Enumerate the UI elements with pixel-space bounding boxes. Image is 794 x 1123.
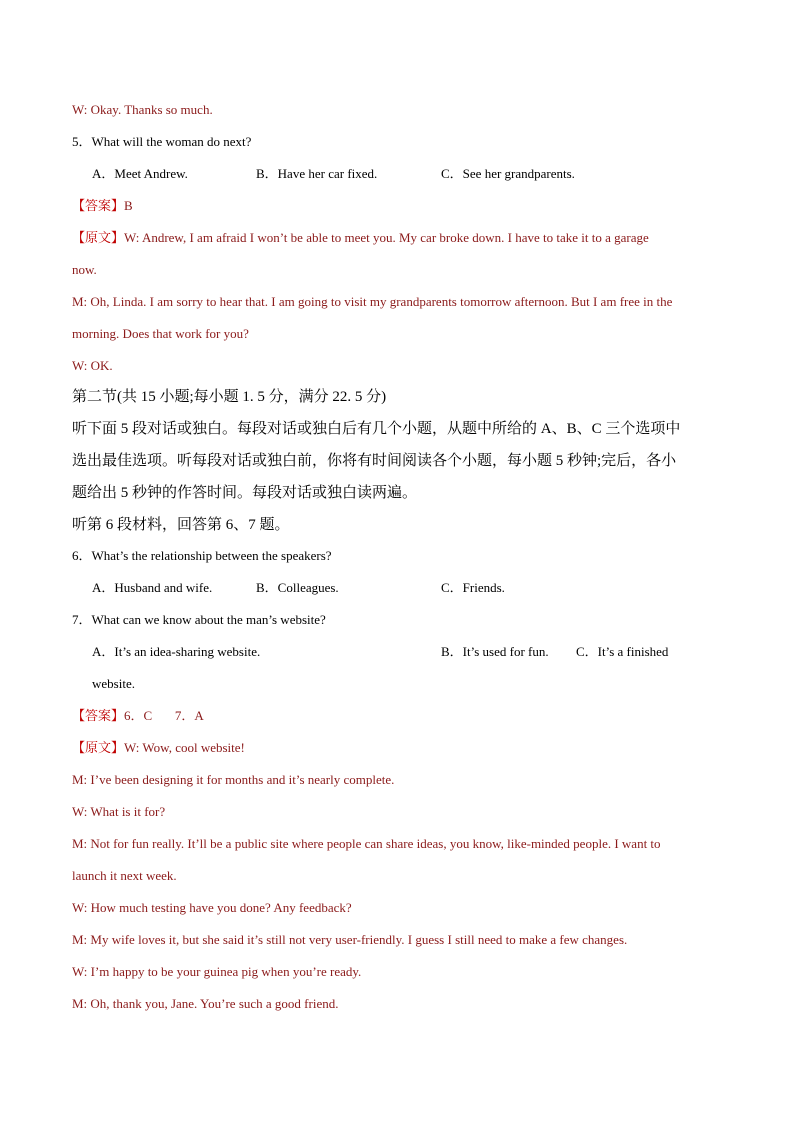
- dialogue-line: W: Okay. Thanks so much.: [72, 102, 213, 117]
- q6-option-b: B．Colleagues.: [256, 580, 339, 595]
- transcript-6-line-8: W: I’m happy to be your guinea pig when you’re ready.: [72, 964, 362, 979]
- q7-option-c-continued: website.: [92, 676, 135, 691]
- answer-5: [72, 197, 722, 215]
- transcript-6-line-2: M: I’ve been designing it for months and it’s nearly complete.: [72, 772, 395, 787]
- q5-option-b: B．Have her car fixed.: [256, 166, 378, 181]
- q5-option-a: A．Meet Andrew.: [92, 166, 188, 181]
- q7-option-b: B．It’s used for fun.: [441, 644, 549, 659]
- section-instruction-3: 题给出 5 秒钟的作答时间。每段对话或独白读两遍。: [72, 485, 418, 501]
- transcript-6-line-7: M: My wife loves it, but she said it’s still not very user-friendly. I guess I still need to make a few changes.: [72, 932, 628, 947]
- question-7: 7．What can we know about the man’s website?: [72, 612, 326, 627]
- q7-option-c: C．It’s a finished: [576, 644, 669, 659]
- q7-option-a: A．It’s an idea-sharing website.: [92, 644, 261, 659]
- answer-tag: 【答案】: [72, 708, 125, 723]
- transcript-6-line-5: launch it next week.: [72, 868, 177, 883]
- section-instruction-1: 听下面 5 段对话或独白。每段对话或独白后有几个小题，从题中所给的 A、B、C 三个选项中: [72, 421, 681, 437]
- section-heading: 第二节(共 15 小题;每小题 1. 5 分，满分 22. 5 分): [72, 389, 387, 405]
- transcript-6-line-9: M: Oh, thank you, Jane. You’re such a good friend.: [72, 996, 339, 1011]
- answer-value: 6．C 7．A: [124, 708, 204, 723]
- transcript-5-line-5: W: OK.: [72, 358, 113, 373]
- q6-option-a: A．Husband and wife.: [92, 580, 213, 595]
- transcript-6-line-6: W: How much testing have you done? Any feedback?: [72, 900, 352, 915]
- answer-6-7: [72, 707, 722, 725]
- q5-option-c: C．See her grandparents.: [441, 166, 575, 181]
- material-instruction: 听第 6 段材料，回答第 6、7 题。: [72, 517, 290, 533]
- transcript-5-line-4: morning. Does that work for you?: [72, 326, 249, 341]
- transcript-6-line-1: [72, 739, 722, 757]
- transcript-tag: 【原文】: [72, 230, 125, 245]
- transcript-6-line-4: M: Not for fun really. It’ll be a public site where people can share ideas, you know, like-minded people. I want to: [72, 836, 661, 851]
- answer-value: B: [124, 198, 133, 213]
- question-5: 5．What will the woman do next?: [72, 134, 252, 149]
- q6-option-c: C．Friends.: [441, 580, 505, 595]
- transcript-5-line-2: now.: [72, 262, 97, 277]
- transcript-text: W: Andrew, I am afraid I won’t be able to meet you. My car broke down. I have to take it to a garage: [124, 230, 649, 245]
- transcript-tag: 【原文】: [72, 740, 125, 755]
- section-instruction-2: 选出最佳选项。听每段对话或独白前，你将有时间阅读各个小题，每小题 5 秒钟;完后，各小: [72, 453, 677, 469]
- transcript-5-line-3: M: Oh, Linda. I am sorry to hear that. I am going to visit my grandparents tomorrow afternoon. But I am free in the: [72, 294, 673, 309]
- transcript-5-line-1: [72, 229, 722, 247]
- answer-tag: 【答案】: [72, 198, 125, 213]
- question-6: 6．What’s the relationship between the speakers?: [72, 548, 332, 563]
- transcript-text: W: Wow, cool website!: [124, 740, 245, 755]
- transcript-6-line-3: W: What is it for?: [72, 804, 166, 819]
